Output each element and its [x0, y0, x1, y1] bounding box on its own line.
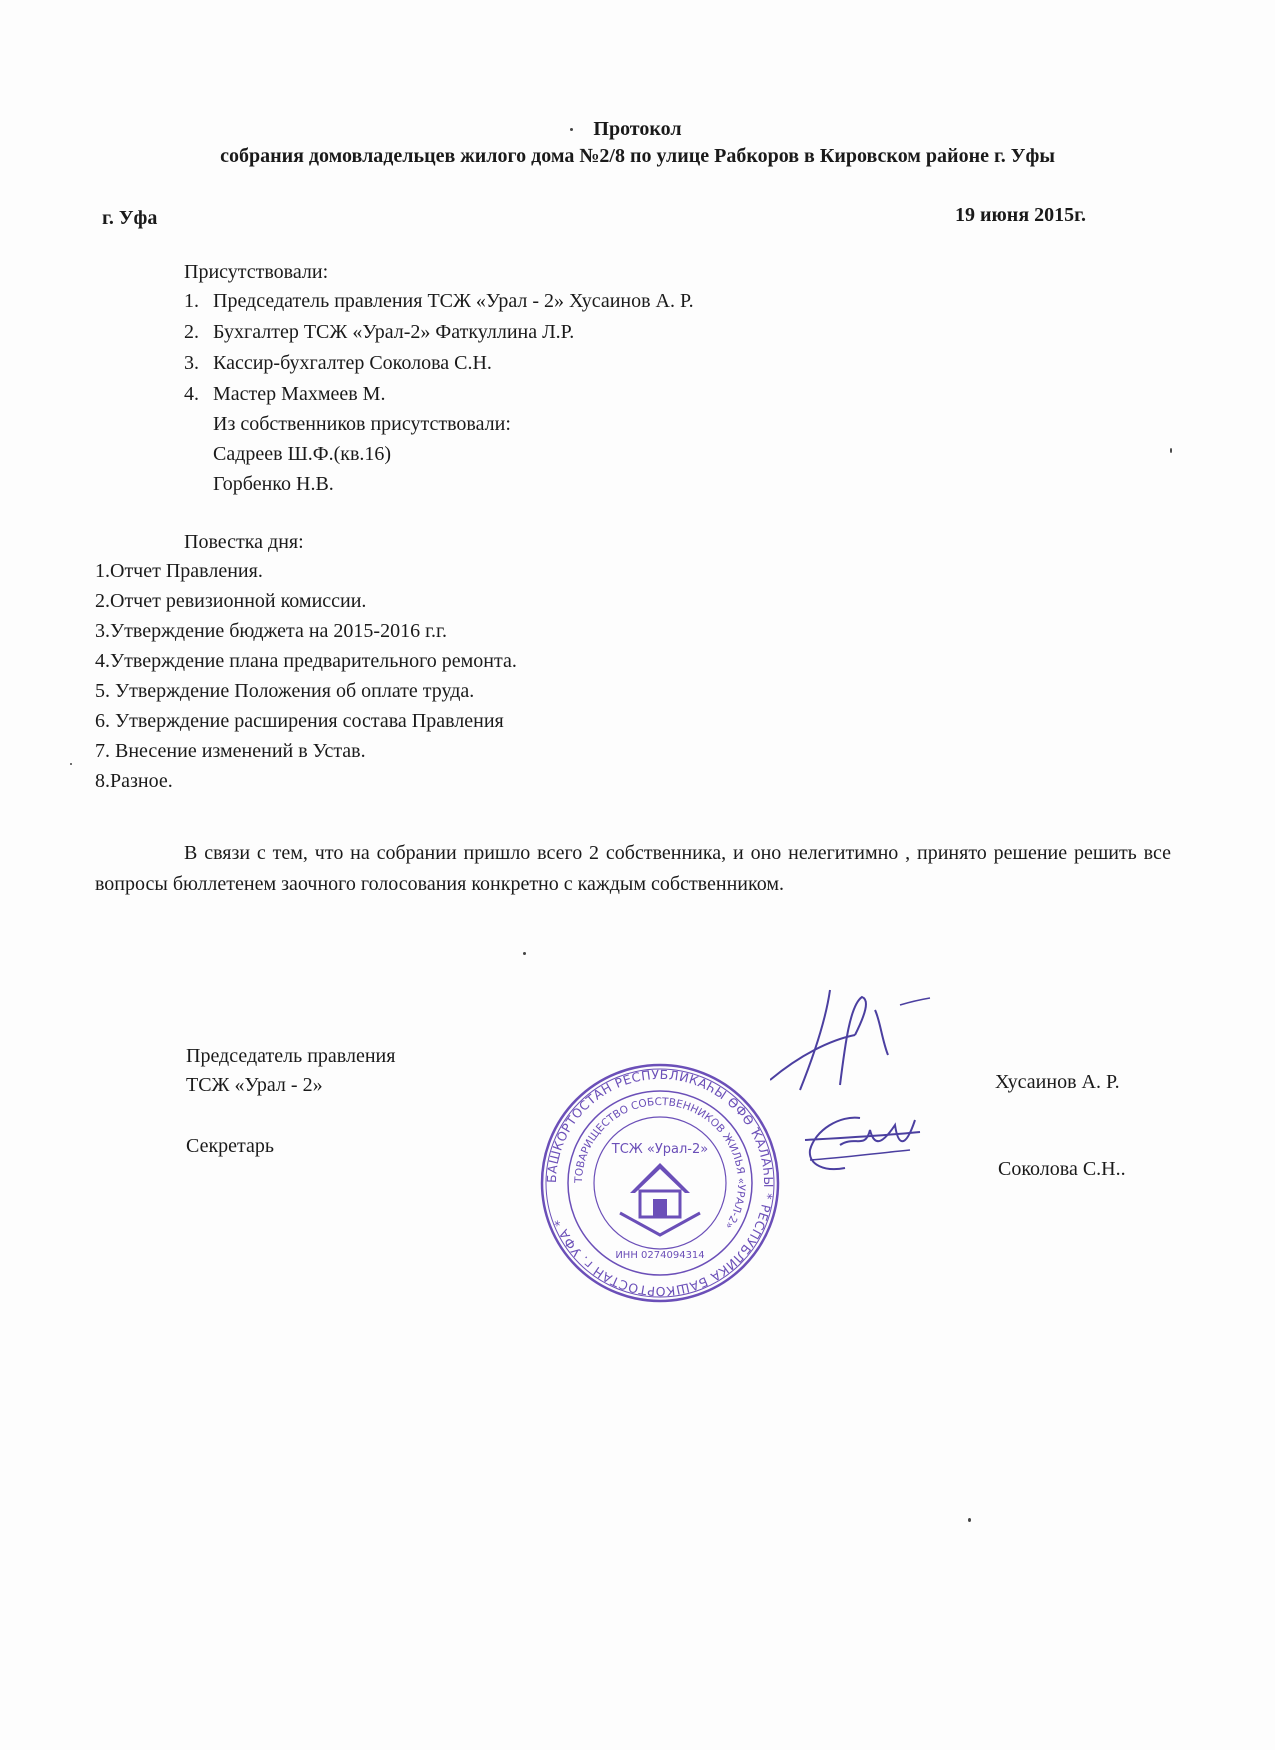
- attendance-item-number: 2.: [184, 321, 199, 343]
- decision-paragraph: В связи с тем, что на собрании пришло всего 2 собственника, и оно нелегитимно , принято решение решить все вопросы бюллетенем заочного голосования конкретно с каждым собственником.: [95, 842, 1171, 895]
- scan-speck: [70, 763, 72, 765]
- attendance-heading: Присутствовали:: [184, 261, 329, 283]
- attendance-item: Кассир-бухгалтер Соколова С.Н.: [213, 352, 492, 374]
- agenda-item: 5. Утверждение Положения об оплате труда.: [95, 680, 475, 702]
- agenda-heading: Повестка дня:: [184, 531, 304, 553]
- owner-entry: Садреев Ш.Ф.(кв.16): [213, 443, 392, 465]
- city: г. Уфа: [102, 207, 158, 229]
- attendance-item: Мастер Махмеев М.: [213, 383, 386, 405]
- chair-name: Хусаинов А. Р.: [995, 1071, 1120, 1093]
- attendance-item: Бухгалтер ТСЖ «Урал-2» Фаткуллина Л.Р.: [213, 321, 575, 343]
- chair-role: Председатель правления: [186, 1045, 396, 1067]
- attendance-item-number: 1.: [184, 290, 199, 312]
- document-subtitle: собрания домовладельцев жилого дома №2/8 по улице Рабкоров в Кировском районе г. Уфы: [220, 145, 1055, 167]
- agenda-item: 2.Отчет ревизионной комиссии.: [95, 590, 367, 612]
- document-title: Протокол: [593, 118, 682, 140]
- attendance-item-number: 4.: [184, 383, 199, 405]
- seal-inner-text: ТОВАРИЩЕСТВО СОБСТВЕННИКОВ ЖИЛЬЯ «УРАЛ-2»: [572, 1095, 748, 1232]
- document-date: 19 июня 2015г.: [955, 204, 1086, 226]
- organization-seal: [540, 1063, 780, 1303]
- chair-signature-icon: [770, 985, 940, 1095]
- scan-speck: [1170, 448, 1172, 453]
- agenda-item: 3.Утверждение бюджета на 2015-2016 г.г.: [95, 620, 447, 642]
- seal-outer-text: БАШКОРТОСТАН РЕСПУБЛИКАҺЫ ӨФӨ ҠАЛАҺЫ * РЕСПУБЛИКА БАШКОРТОСТАН г. УФА *: [543, 1066, 777, 1300]
- scan-speck: [968, 1518, 971, 1522]
- seal-center-text: ТСЖ «Урал-2»: [611, 1142, 709, 1157]
- agenda-item: 6. Утверждение расширения состава Правления: [95, 710, 504, 732]
- secretary-name: Соколова С.Н..: [998, 1158, 1126, 1180]
- owners-heading: Из собственников присутствовали:: [213, 413, 511, 435]
- agenda-item: 1.Отчет Правления.: [95, 560, 263, 582]
- attendance-item: Председатель правления ТСЖ «Урал - 2» Хусаинов А. Р.: [213, 290, 694, 312]
- seal-inn-text: ИНН 0274094314: [615, 1250, 705, 1261]
- agenda-item: 7. Внесение изменений в Устав.: [95, 740, 366, 762]
- agenda-item: 4.Утверждение плана предварительного ремонта.: [95, 650, 517, 672]
- house-emblem-icon: [620, 1163, 700, 1235]
- agenda-item: 8.Разное.: [95, 770, 173, 792]
- scan-speck: [523, 952, 526, 955]
- secretary-role: Секретарь: [186, 1135, 275, 1157]
- chair-organization: ТСЖ «Урал - 2»: [186, 1074, 323, 1096]
- owner-entry: Горбенко Н.В.: [213, 473, 334, 495]
- secretary-signature-icon: [800, 1110, 930, 1180]
- scan-speck: [570, 128, 573, 131]
- attendance-item-number: 3.: [184, 352, 199, 374]
